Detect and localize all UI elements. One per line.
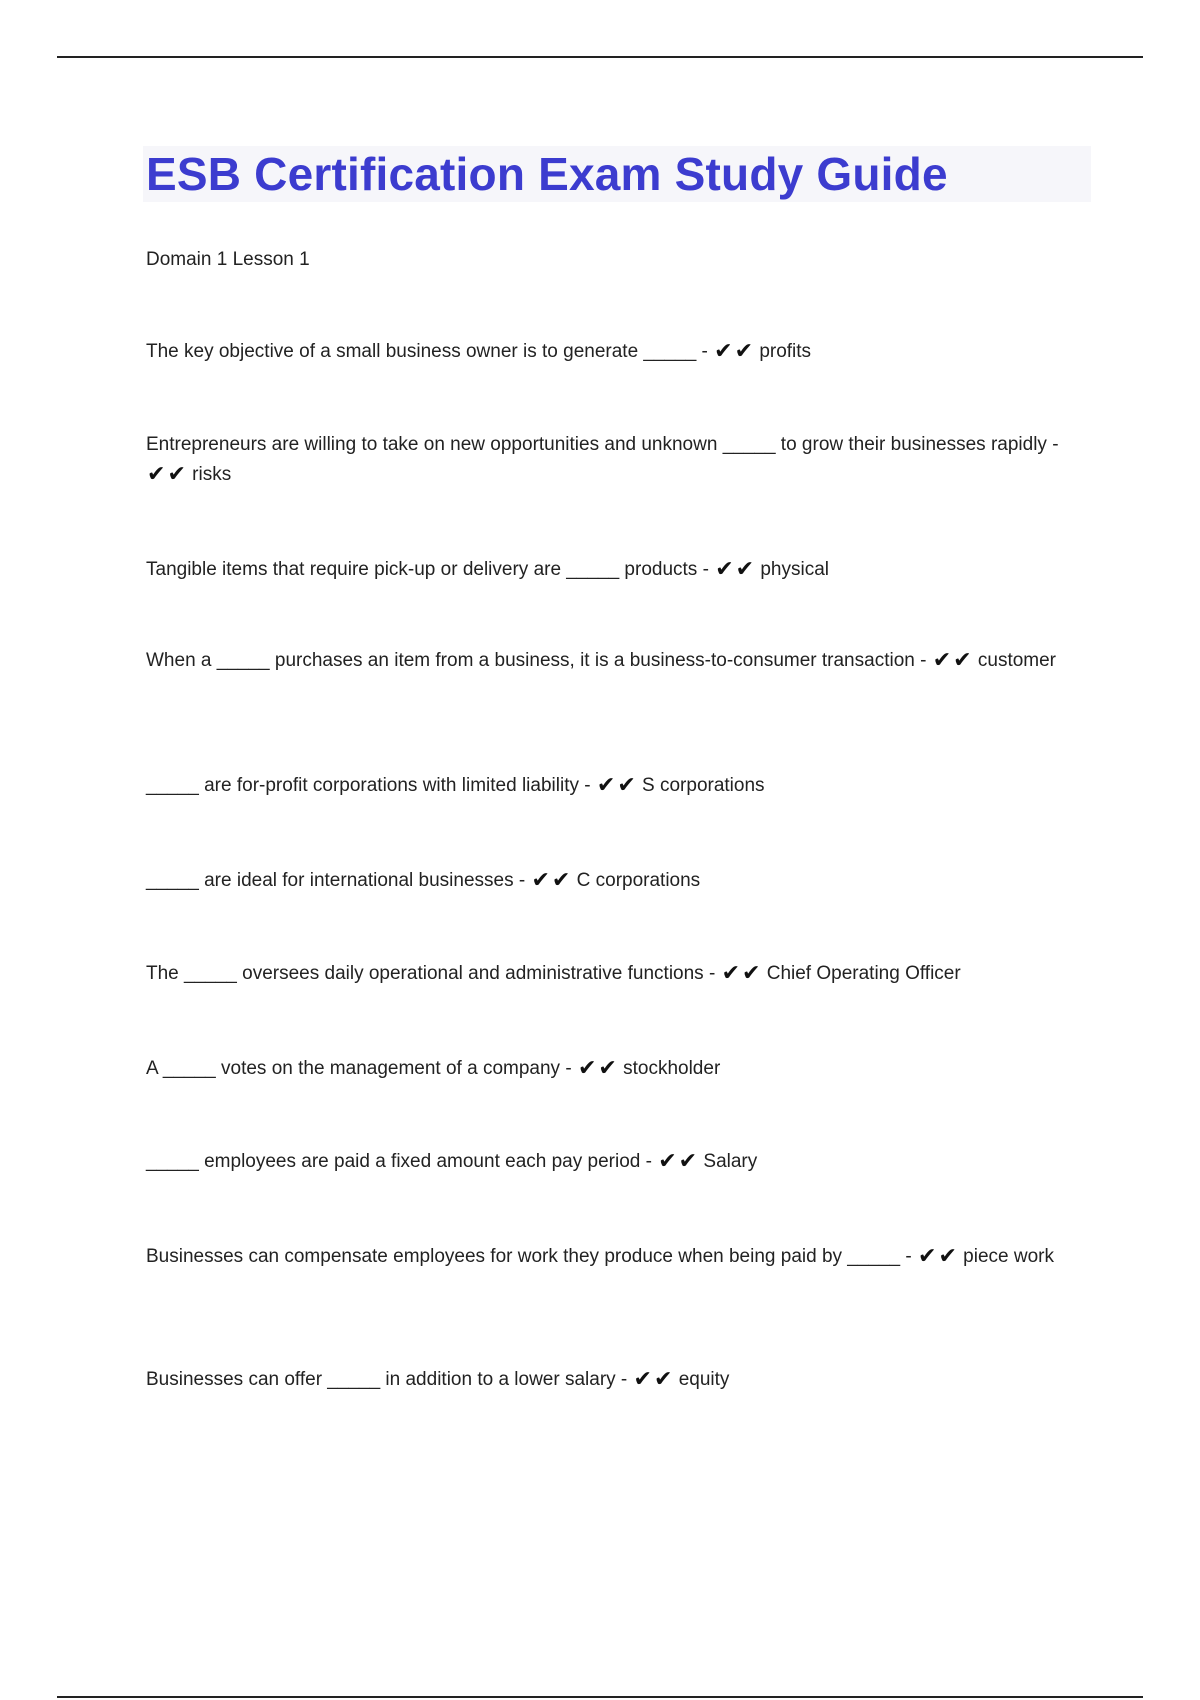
check-icon: ✔ bbox=[633, 1367, 652, 1392]
answer-text: Salary bbox=[703, 1151, 758, 1172]
qa-item bbox=[146, 866, 1076, 896]
check-icon: ✔ bbox=[918, 1244, 937, 1269]
question-text: The _____ oversees daily operational and administrative functions - bbox=[146, 963, 716, 984]
answer-text: Chief Operating Officer bbox=[766, 963, 961, 984]
qa-item bbox=[146, 430, 1076, 490]
lesson-subtitle: Domain 1 Lesson 1 bbox=[146, 249, 310, 270]
check-icon: ✔ bbox=[953, 648, 972, 673]
question-text: Tangible items that require pick-up or delivery are _____ products - bbox=[146, 559, 709, 580]
qa-item bbox=[146, 337, 1076, 367]
check-icon: ✔ bbox=[167, 462, 186, 487]
check-icon: ✔ bbox=[938, 1244, 957, 1269]
answer-text: stockholder bbox=[623, 1058, 721, 1079]
qa-item bbox=[146, 646, 1076, 676]
question-text: _____ are for-profit corporations with limited liability - bbox=[146, 775, 591, 796]
qa-item bbox=[146, 1054, 1076, 1084]
qa-item bbox=[146, 771, 1076, 801]
answer-text: risks bbox=[192, 464, 232, 485]
answer-text: profits bbox=[759, 341, 812, 362]
answer-text: customer bbox=[977, 650, 1057, 671]
check-icon: ✔ bbox=[714, 339, 733, 364]
answer-text: equity bbox=[678, 1369, 730, 1390]
qa-item bbox=[146, 1365, 1076, 1395]
check-icon: ✔ bbox=[742, 961, 761, 986]
qa-item bbox=[146, 1147, 1076, 1177]
answer-text: piece work bbox=[963, 1246, 1054, 1267]
answer-text: C corporations bbox=[576, 870, 701, 891]
check-icon: ✔ bbox=[617, 773, 636, 798]
question-text: _____ are ideal for international businesses - bbox=[146, 870, 526, 891]
qa-item bbox=[146, 959, 1076, 989]
check-icon: ✔ bbox=[147, 462, 166, 487]
check-icon: ✔ bbox=[715, 557, 734, 582]
check-icon: ✔ bbox=[734, 339, 754, 364]
top-rule bbox=[57, 56, 1143, 58]
check-icon: ✔ bbox=[531, 868, 550, 893]
question-text: Businesses can compensate employees for work they produce when being paid by _____ - bbox=[146, 1246, 912, 1267]
qa-item bbox=[146, 1242, 1076, 1272]
question-text: When a _____ purchases an item from a business, it is a business-to-consumer transaction - bbox=[146, 650, 927, 671]
question-text: _____ employees are paid a fixed amount each pay period - bbox=[146, 1151, 652, 1172]
check-icon: ✔ bbox=[551, 868, 571, 893]
check-icon: ✔ bbox=[932, 648, 952, 673]
question-text: A _____ votes on the management of a company - bbox=[146, 1058, 572, 1079]
check-icon: ✔ bbox=[577, 1056, 597, 1081]
check-icon: ✔ bbox=[596, 773, 616, 798]
question-text: Entrepreneurs are willing to take on new opportunities and unknown _____ to grow their businesses rapidly - bbox=[146, 434, 1059, 455]
check-icon: ✔ bbox=[598, 1056, 617, 1081]
question-text: Businesses can offer _____ in addition to a lower salary - bbox=[146, 1369, 628, 1390]
question-text: The key objective of a small business owner is to generate _____ - bbox=[146, 341, 708, 362]
bottom-rule bbox=[57, 1696, 1143, 1698]
check-icon: ✔ bbox=[721, 961, 740, 986]
check-icon: ✔ bbox=[735, 557, 755, 582]
check-icon: ✔ bbox=[653, 1367, 673, 1392]
check-icon: ✔ bbox=[658, 1149, 677, 1174]
check-icon: ✔ bbox=[678, 1149, 698, 1174]
answer-text: S corporations bbox=[642, 775, 765, 796]
qa-item bbox=[146, 555, 1076, 585]
page-title: ESB Certification Exam Study Guide bbox=[146, 148, 948, 200]
answer-text: physical bbox=[760, 559, 829, 580]
